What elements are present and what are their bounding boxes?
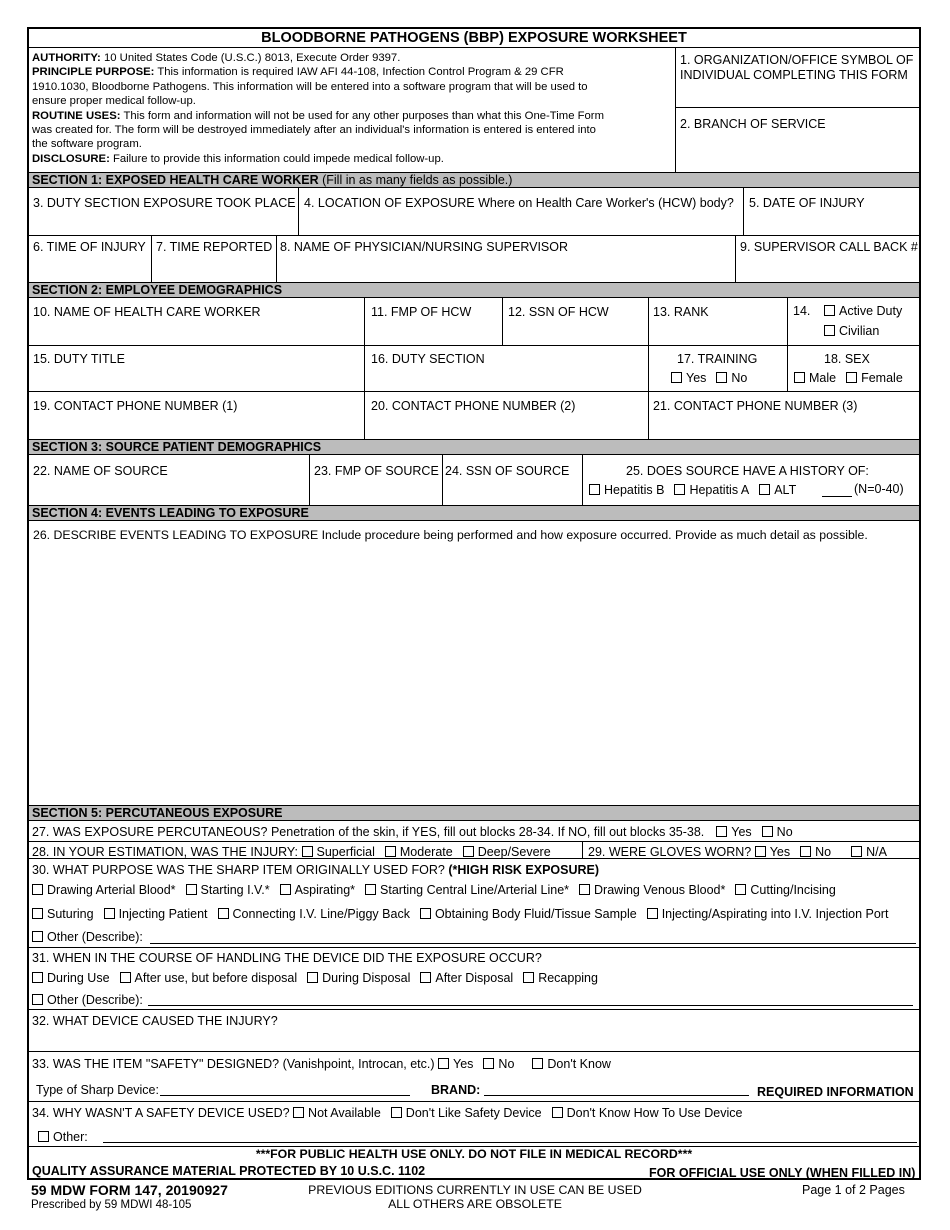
purpose-row-1 <box>32 883 836 897</box>
recapping-checkbox[interactable] <box>523 972 534 983</box>
q34-text: 34. WHY WASN'T A SAFETY DEVICE USED? <box>32 1106 290 1120</box>
q33-row <box>32 1057 611 1071</box>
safety-yes-label: Yes <box>453 1057 474 1071</box>
field-5-date-of-injury[interactable]: 5. DATE OF INJURY <box>749 196 865 210</box>
drawing-venous-checkbox[interactable] <box>579 884 590 895</box>
org-symbol-label-2: INDIVIDUAL COMPLETING THIS FORM <box>680 68 908 82</box>
editions-line-2: ALL OTHERS ARE OBSOLETE <box>388 1197 562 1211</box>
authority-text: 10 United States Code (U.S.C.) 8013, Execute Order 9397. <box>103 52 401 64</box>
field-15-duty-title[interactable]: 15. DUTY TITLE <box>33 352 125 366</box>
aspirating-checkbox[interactable] <box>280 884 291 895</box>
after-disposal-checkbox[interactable] <box>420 972 431 983</box>
q33-text: 33. WAS THE ITEM "SAFETY" DESIGNED? (Vanishpoint, Introcan, etc.) <box>32 1057 435 1071</box>
q34-other-checkbox[interactable] <box>38 1131 49 1142</box>
purpose-text-3: ensure proper medical follow-up. <box>32 95 196 108</box>
section-4-header <box>29 505 919 521</box>
divider <box>364 298 365 439</box>
dont-know-how-label: Don't Know How To Use Device <box>566 1106 743 1120</box>
dont-like-checkbox[interactable] <box>391 1107 402 1118</box>
field-23-source-fmp[interactable]: 23. FMP OF SOURCE <box>314 464 439 478</box>
divider <box>648 298 649 439</box>
editions-notice <box>290 1183 660 1211</box>
suturing-checkbox[interactable] <box>32 908 43 919</box>
field-17-training: 17. TRAINING <box>677 352 758 366</box>
purpose-text-2: 1910.1030, Bloodborne Pathogens. This information will be entered into a software program that will be used to <box>32 80 588 93</box>
drawing-arterial-checkbox[interactable] <box>32 884 43 895</box>
purpose-other-row <box>32 930 143 944</box>
during-use-label: During Use <box>47 971 110 985</box>
q27-yes-checkbox[interactable] <box>716 826 727 837</box>
divider <box>298 188 299 235</box>
deep-severe-label: Deep/Severe <box>477 845 551 859</box>
q31-text: 31. WHEN IN THE COURSE OF HANDLING THE DEVICE DID THE EXPOSURE OCCUR? <box>32 951 542 965</box>
gloves-no-label: No <box>815 845 832 859</box>
deep-severe-checkbox[interactable] <box>463 846 474 857</box>
required-information: REQUIRED INFORMATION <box>757 1085 914 1099</box>
safety-yes-checkbox[interactable] <box>438 1058 449 1069</box>
hepatitis-b-label: Hepatitis B <box>604 483 665 497</box>
brand-label: BRAND: <box>431 1083 481 1097</box>
page-number: Page 1 of 2 Pages <box>802 1183 905 1197</box>
injecting-patient-label: Injecting Patient <box>118 907 208 921</box>
divider <box>276 235 277 283</box>
divider <box>582 841 583 858</box>
section-4-title: SECTION 4: EVENTS LEADING TO EXPOSURE <box>32 506 309 520</box>
divider <box>29 858 919 859</box>
divider <box>502 298 503 346</box>
privacy-statement <box>32 51 672 166</box>
divider <box>29 345 919 346</box>
q29-text: 29. WERE GLOVES WORN? <box>588 845 752 859</box>
history-options <box>589 483 796 497</box>
section-1-header <box>29 172 919 188</box>
org-symbol-label-1: 1. ORGANIZATION/OFFICE SYMBOL OF <box>680 53 914 67</box>
section-5-title: SECTION 5: PERCUTANEOUS EXPOSURE <box>32 806 283 820</box>
hepatitis-a-checkbox[interactable] <box>674 484 685 495</box>
divider <box>582 455 583 505</box>
when-other-row <box>32 993 143 1007</box>
injecting-iv-port-checkbox[interactable] <box>647 908 658 919</box>
field-16-duty-section[interactable]: 16. DUTY SECTION <box>371 352 485 366</box>
q32-device[interactable]: 32. WHAT DEVICE CAUSED THE INJURY? <box>32 1014 278 1028</box>
training-no-checkbox[interactable] <box>716 372 727 383</box>
purpose-other-line[interactable] <box>150 943 916 944</box>
injecting-iv-port-label: Injecting/Aspirating into I.V. Injection Port <box>661 907 889 921</box>
cutting-checkbox[interactable] <box>735 884 746 895</box>
field-26-describe-events[interactable]: 26. DESCRIBE EVENTS LEADING TO EXPOSURE Include procedure being performed and how exposure occurred. Provide as much detail as possible. <box>33 528 868 542</box>
female-checkbox[interactable] <box>846 372 857 383</box>
starting-iv-label: Starting I.V.* <box>200 883 270 897</box>
divider <box>29 1101 919 1102</box>
training-yes-label: Yes <box>686 371 707 385</box>
starting-iv-checkbox[interactable] <box>186 884 197 895</box>
dont-like-label: Don't Like Safety Device <box>405 1106 542 1120</box>
safety-dont-know-label: Don't Know <box>547 1057 611 1071</box>
purpose-other-checkbox[interactable] <box>32 931 43 942</box>
divider <box>743 188 744 235</box>
routine-label: ROUTINE USES: <box>32 109 121 122</box>
q34-other-row <box>38 1130 88 1144</box>
section-1-title: SECTION 1: EXPOSED HEALTH CARE WORKER <box>32 173 319 187</box>
divider <box>735 235 736 283</box>
civilian-label: Civilian <box>839 324 880 338</box>
during-disposal-checkbox[interactable] <box>307 972 318 983</box>
divider <box>309 455 310 505</box>
q34-row <box>32 1106 742 1120</box>
cutting-label: Cutting/Incising <box>750 883 836 897</box>
divider <box>29 1009 919 1010</box>
section-1-note: (Fill in as many fields as possible.) <box>322 173 513 187</box>
q29-row <box>588 845 887 859</box>
active-duty-checkbox[interactable] <box>824 305 835 316</box>
prescribed-by: Prescribed by 59 MDWI 48-105 <box>31 1199 192 1211</box>
not-available-checkbox[interactable] <box>293 1107 304 1118</box>
field-13-rank[interactable]: 13. RANK <box>653 305 709 319</box>
type-sharp-line[interactable] <box>160 1095 410 1096</box>
during-disposal-label: During Disposal <box>322 971 411 985</box>
field-8-physician-name[interactable]: 8. NAME OF PHYSICIAN/NURSING SUPERVISOR <box>280 240 569 254</box>
civilian-checkbox[interactable] <box>824 325 835 336</box>
disclosure-label: DISCLOSURE: <box>32 152 110 165</box>
hepatitis-b-checkbox[interactable] <box>589 484 600 495</box>
divider <box>29 841 919 842</box>
field-9-callback[interactable]: 9. SUPERVISOR CALL BACK # <box>740 240 918 254</box>
purpose-other-label: Other (Describe): <box>47 930 143 944</box>
connecting-iv-label: Connecting I.V. Line/Piggy Back <box>232 907 410 921</box>
field-25-history: 25. DOES SOURCE HAVE A HISTORY OF: <box>626 464 869 478</box>
injecting-patient-checkbox[interactable] <box>104 908 115 919</box>
safety-no-checkbox[interactable] <box>483 1058 494 1069</box>
active-duty-label: Active Duty <box>839 304 903 318</box>
divider <box>29 47 919 48</box>
central-line-label: Starting Central Line/Arterial Line* <box>380 883 570 897</box>
routine-text-2: was created for. The form will be destroyed immediately after an individual's information is entered is entered into <box>32 124 596 137</box>
q30-row <box>32 863 599 877</box>
divider <box>29 1051 919 1052</box>
field-21-phone-3[interactable]: 21. CONTACT PHONE NUMBER (3) <box>653 399 858 413</box>
moderate-label: Moderate <box>399 845 453 859</box>
superficial-checkbox[interactable] <box>302 846 313 857</box>
drawing-arterial-label: Drawing Arterial Blood* <box>47 883 176 897</box>
routine-text: This form and information will not be used for any other purposes than what this One-Time Form <box>123 109 604 122</box>
alt-checkbox[interactable] <box>759 484 770 495</box>
q27-yes-label: Yes <box>731 825 752 839</box>
after-use-label: After use, but before disposal <box>134 971 298 985</box>
q28-row <box>32 845 551 859</box>
q30-text: 30. WHAT PURPOSE WAS THE SHARP ITEM ORIGINALLY USED FOR? <box>32 863 445 877</box>
active-duty-option[interactable] <box>824 304 902 318</box>
gloves-no-checkbox[interactable] <box>800 846 811 857</box>
suturing-label: Suturing <box>47 907 94 921</box>
training-yes-checkbox[interactable] <box>671 372 682 383</box>
field-19-phone-1[interactable]: 19. CONTACT PHONE NUMBER (1) <box>33 399 238 413</box>
safety-no-label: No <box>498 1057 515 1071</box>
aspirating-label: Aspirating* <box>294 883 356 897</box>
female-label: Female <box>861 371 903 385</box>
alt-value-line[interactable] <box>822 496 852 497</box>
civilian-option[interactable] <box>824 324 879 338</box>
authority-label: AUTHORITY: <box>32 52 101 64</box>
when-other-line[interactable] <box>148 1005 913 1006</box>
field-20-phone-2[interactable]: 20. CONTACT PHONE NUMBER (2) <box>371 399 576 413</box>
section-3-header <box>29 439 919 455</box>
male-label: Male <box>809 371 837 385</box>
q27-no-checkbox[interactable] <box>762 826 773 837</box>
bbp-exposure-form <box>27 27 921 1180</box>
gloves-yes-label: Yes <box>769 845 791 859</box>
section-3-title: SECTION 3: SOURCE PATIENT DEMOGRAPHICS <box>32 440 322 454</box>
obtaining-fluid-checkbox[interactable] <box>420 908 431 919</box>
moderate-checkbox[interactable] <box>385 846 396 857</box>
field-6-time-of-injury[interactable]: 6. TIME OF INJURY <box>33 240 146 254</box>
safety-dont-know-checkbox[interactable] <box>532 1058 543 1069</box>
field-12-ssn[interactable]: 12. SSN OF HCW <box>508 305 609 319</box>
male-checkbox[interactable] <box>794 372 805 383</box>
q30-note: (*HIGH RISK EXPOSURE) <box>448 863 600 877</box>
not-available-label: Not Available <box>308 1106 381 1120</box>
divider <box>29 235 919 236</box>
field-24-source-ssn[interactable]: 24. SSN OF SOURCE <box>445 464 570 478</box>
field-4-location[interactable]: 4. LOCATION OF EXPOSURE Where on Health Care Worker's (HCW) body? <box>304 196 734 210</box>
branch-of-service-label[interactable]: 2. BRANCH OF SERVICE <box>680 117 826 131</box>
section-2-header <box>29 282 919 298</box>
qa-notice: QUALITY ASSURANCE MATERIAL PROTECTED BY 10 U.S.C. 1102 <box>32 1164 426 1178</box>
field-11-fmp[interactable]: 11. FMP OF HCW <box>371 305 472 319</box>
brand-line[interactable] <box>484 1095 749 1096</box>
connecting-iv-checkbox[interactable] <box>218 908 229 919</box>
field-14-label: 14. <box>793 304 811 318</box>
drawing-venous-label: Drawing Venous Blood* <box>594 883 726 897</box>
after-disposal-label: After Disposal <box>435 971 514 985</box>
q27-text: 27. WAS EXPOSURE PERCUTANEOUS? Penetration of the skin, if YES, fill out blocks 28-34. If NO, fill out blocks 35-38. <box>32 825 705 839</box>
purpose-text: This information is required IAW AFI 44-108, Infection Control Program & 29 CFR <box>157 66 564 79</box>
alt-label: ALT <box>774 483 797 497</box>
form-id: 59 MDW FORM 147, 20190927 <box>31 1182 228 1198</box>
field-10-hcw-name[interactable]: 10. NAME OF HEALTH CARE WORKER <box>33 305 261 319</box>
obtaining-fluid-label: Obtaining Body Fluid/Tissue Sample <box>434 907 637 921</box>
training-options <box>671 371 747 385</box>
divider <box>151 235 152 283</box>
q34-other-label: Other: <box>53 1130 88 1144</box>
sex-options <box>794 371 903 385</box>
editions-line-1: PREVIOUS EDITIONS CURRENTLY IN USE CAN BE USED <box>308 1183 642 1197</box>
purpose-row-2 <box>32 907 888 921</box>
superficial-label: Superficial <box>316 845 375 859</box>
type-sharp-label: Type of Sharp Device: <box>36 1083 159 1097</box>
q28-text: 28. IN YOUR ESTIMATION, WAS THE INJURY: <box>32 845 299 859</box>
q27-no-label: No <box>776 825 793 839</box>
field-22-source-name[interactable]: 22. NAME OF SOURCE <box>33 464 168 478</box>
when-other-label: Other (Describe): <box>47 993 143 1007</box>
divider <box>29 947 919 948</box>
purpose-label: PRINCIPLE PURPOSE: <box>32 66 155 79</box>
after-use-checkbox[interactable] <box>120 972 131 983</box>
section-2-title: SECTION 2: EMPLOYEE DEMOGRAPHICS <box>32 283 283 297</box>
section-5-header <box>29 805 919 821</box>
alt-range: (N=0-40) <box>854 482 904 496</box>
field-3-duty-section[interactable]: 3. DUTY SECTION EXPOSURE TOOK PLACE <box>33 196 296 210</box>
divider <box>675 107 919 108</box>
q34-other-line[interactable] <box>103 1142 917 1143</box>
gloves-na-checkbox[interactable] <box>851 846 862 857</box>
gloves-yes-checkbox[interactable] <box>755 846 766 857</box>
form-title: BLOODBORNE PATHOGENS (BBP) EXPOSURE WORKSHEET <box>261 30 687 46</box>
divider <box>675 47 676 172</box>
central-line-checkbox[interactable] <box>365 884 376 895</box>
q27-row <box>32 825 793 839</box>
field-18-sex: 18. SEX <box>824 352 870 366</box>
when-row <box>32 971 598 985</box>
gloves-na-label: N/A <box>866 845 887 859</box>
divider <box>29 391 919 392</box>
hepatitis-a-label: Hepatitis A <box>689 483 750 497</box>
recapping-label: Recapping <box>538 971 598 985</box>
training-no-label: No <box>731 371 748 385</box>
when-other-checkbox[interactable] <box>32 994 43 1005</box>
field-7-time-reported[interactable]: 7. TIME REPORTED <box>156 240 273 254</box>
divider <box>442 455 443 505</box>
public-health-notice: ***FOR PUBLIC HEALTH USE ONLY. DO NOT FILE IN MEDICAL RECORD*** <box>255 1147 693 1161</box>
dont-know-how-checkbox[interactable] <box>552 1107 563 1118</box>
routine-text-3: the software program. <box>32 138 142 151</box>
during-use-checkbox[interactable] <box>32 972 43 983</box>
fouo-notice: FOR OFFICIAL USE ONLY (WHEN FILLED IN) <box>649 1166 916 1180</box>
disclosure-text: Failure to provide this information could impede medical follow-up. <box>112 152 444 165</box>
